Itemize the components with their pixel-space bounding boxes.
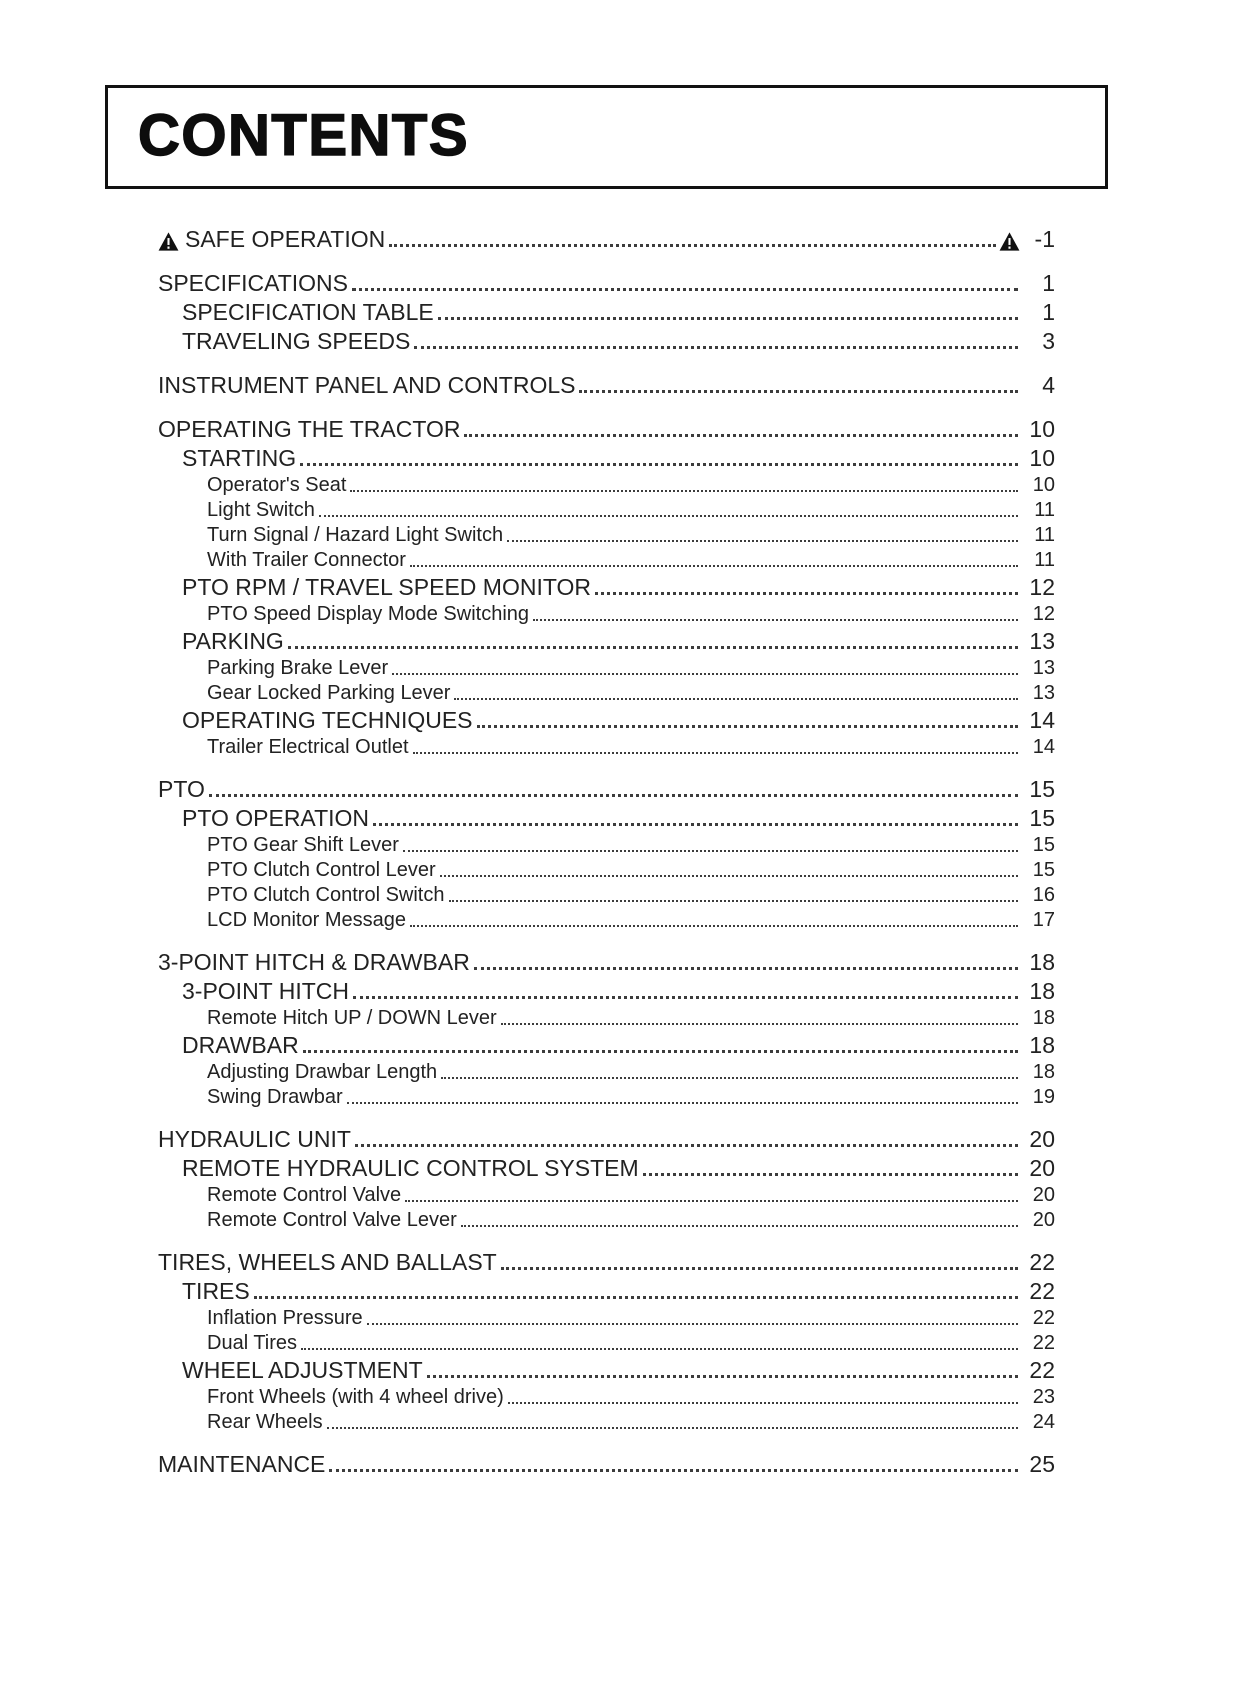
toc-entry-page: 10 <box>1029 444 1055 471</box>
toc-entry-pagecell <box>1021 523 1055 548</box>
dot-leader <box>392 673 1018 675</box>
toc-entry-pagecell <box>1021 1154 1055 1183</box>
toc-entry-page: 12 <box>1032 602 1055 625</box>
toc-entry <box>158 1125 1055 1154</box>
toc-entry-page: 1 <box>1042 298 1055 325</box>
toc-entry-page: 23 <box>1032 1385 1055 1408</box>
toc-entry-label: PARKING <box>182 627 284 654</box>
toc-entry <box>158 1154 1055 1183</box>
toc-entry-label: With Trailer Connector <box>207 548 406 571</box>
toc-entry-page: 15 <box>1032 858 1055 881</box>
toc-entry-page: 20 <box>1032 1183 1055 1206</box>
toc-entry-label: REMOTE HYDRAULIC CONTROL SYSTEM <box>182 1154 639 1181</box>
toc-entry-pagecell <box>1021 706 1055 735</box>
dot-leader <box>414 346 1018 349</box>
toc-entry-label: TIRES, WHEELS AND BALLAST <box>158 1248 497 1275</box>
toc-entry-page: 22 <box>1032 1331 1055 1354</box>
toc-entry-pagecell <box>999 225 1055 254</box>
toc-entry-pagecell <box>1021 1031 1055 1060</box>
toc-entry <box>158 1385 1055 1410</box>
dot-leader <box>405 1200 1018 1202</box>
toc-entry <box>158 775 1055 804</box>
dot-leader <box>389 244 996 247</box>
toc-entry <box>158 1006 1055 1031</box>
toc-entry <box>158 656 1055 681</box>
toc-entry-pagecell <box>1021 415 1055 444</box>
toc-entry-pagecell <box>1021 948 1055 977</box>
toc-entry-pagecell <box>1021 627 1055 656</box>
dot-leader <box>367 1323 1018 1325</box>
dot-leader <box>501 1267 1018 1270</box>
toc-entry-label: PTO Speed Display Mode Switching <box>207 602 530 625</box>
toc-entry-pagecell <box>1021 1183 1055 1208</box>
toc-entry <box>158 948 1055 977</box>
dot-leader <box>410 565 1018 567</box>
toc-entry-page: 10 <box>1029 415 1055 442</box>
dot-leader <box>579 390 1018 393</box>
dot-leader <box>209 794 1018 797</box>
toc-entry-pagecell <box>1021 1385 1055 1410</box>
toc-entry-label: PTO Gear Shift Lever <box>207 833 399 856</box>
toc-entry <box>158 1356 1055 1385</box>
toc-entry-page: 11 <box>1034 548 1055 571</box>
toc-entry-page: 1 <box>1042 269 1055 296</box>
toc-entry-pagecell <box>1021 833 1055 858</box>
dot-leader <box>464 434 1018 437</box>
dot-leader <box>288 646 1018 649</box>
toc-entry <box>158 548 1055 573</box>
toc-entry-page: 10 <box>1032 473 1055 496</box>
toc-entry-pagecell <box>1021 1306 1055 1331</box>
contents-title-box <box>105 85 1108 189</box>
toc-entry-page: 22 <box>1029 1356 1055 1383</box>
dot-leader <box>303 1050 1018 1053</box>
toc-entry-page: 13 <box>1032 681 1055 704</box>
toc-entry-pagecell <box>1021 656 1055 681</box>
dot-leader <box>355 1144 1018 1147</box>
toc-entry-pagecell <box>1021 327 1055 356</box>
dot-leader <box>427 1375 1018 1378</box>
toc-entry-page: 22 <box>1029 1248 1055 1275</box>
dot-leader <box>350 490 1018 492</box>
dot-leader <box>501 1023 1018 1025</box>
toc-entry-page: 18 <box>1032 1060 1055 1083</box>
toc-entry-label: PTO RPM / TRAVEL SPEED MONITOR <box>182 573 591 600</box>
toc-entry-label: 3-POINT HITCH & DRAWBAR <box>158 948 470 975</box>
toc-entry <box>158 804 1055 833</box>
toc-entry <box>158 977 1055 1006</box>
dot-leader <box>474 967 1018 970</box>
toc-entry-page: 16 <box>1032 883 1055 906</box>
toc-entry-label: Front Wheels (with 4 wheel drive) <box>207 1385 504 1408</box>
toc-entry-label: INSTRUMENT PANEL AND CONTROLS <box>158 371 576 398</box>
dot-leader <box>533 619 1018 621</box>
toc-entry <box>158 298 1055 327</box>
toc-entry-label: Parking Brake Lever <box>207 656 389 679</box>
toc-entry-pagecell <box>1021 775 1055 804</box>
toc-entry-page: 19 <box>1032 1085 1055 1108</box>
toc-entry-page: 20 <box>1029 1125 1055 1152</box>
toc-entry-page: 18 <box>1032 1006 1055 1029</box>
toc-entry <box>158 706 1055 735</box>
toc-entry-pagecell <box>1021 977 1055 1006</box>
dot-leader <box>643 1173 1018 1176</box>
toc-entry-label: Light Switch <box>207 498 315 521</box>
page-title: CONTENTS <box>138 103 469 168</box>
toc-entry-page: 11 <box>1034 498 1055 521</box>
toc-entry <box>158 573 1055 602</box>
toc-entry <box>158 1183 1055 1208</box>
toc-entry <box>158 883 1055 908</box>
toc-entry-page: 24 <box>1032 1410 1055 1433</box>
toc-entry-page: 13 <box>1032 656 1055 679</box>
toc-entry-pagecell <box>1021 804 1055 833</box>
toc-entry <box>158 1208 1055 1233</box>
toc-entry-label: Turn Signal / Hazard Light Switch <box>207 523 504 546</box>
toc-entry-pagecell <box>1021 473 1055 498</box>
toc-entry-pagecell <box>1021 573 1055 602</box>
toc-entry-page: 15 <box>1029 775 1055 802</box>
toc-entry-label: MAINTENANCE <box>158 1450 326 1477</box>
toc-entry-page: 13 <box>1029 627 1055 654</box>
dot-leader <box>508 1402 1018 1404</box>
toc-entry-page: 17 <box>1032 908 1055 931</box>
toc-entry-label: TRAVELING SPEEDS <box>182 327 411 354</box>
toc-entry-page: 20 <box>1032 1208 1055 1231</box>
toc-entry-page: 25 <box>1029 1450 1055 1477</box>
toc-entry-label: PTO Clutch Control Lever <box>207 858 436 881</box>
dot-leader <box>595 592 1018 595</box>
toc-entry-pagecell <box>1021 498 1055 523</box>
toc-entry-label: OPERATING THE TRACTOR <box>158 415 461 442</box>
toc-entry-pagecell <box>1021 444 1055 473</box>
toc-entry-pagecell <box>1021 735 1055 760</box>
toc-entry-page: 18 <box>1029 1031 1055 1058</box>
toc-entry-pagecell <box>1021 1331 1055 1356</box>
toc-entry-label: Remote Control Valve <box>207 1183 402 1206</box>
dot-leader <box>403 850 1018 852</box>
toc-entry <box>158 627 1055 656</box>
dot-leader <box>441 1077 1018 1079</box>
dot-leader <box>300 463 1018 466</box>
toc-entry-page: -1 <box>1034 225 1055 252</box>
toc-entry-page: 22 <box>1032 1306 1055 1329</box>
toc-entry-label: DRAWBAR <box>182 1031 299 1058</box>
toc-entry-label: Rear Wheels <box>207 1410 323 1433</box>
toc-entry-page: 3 <box>1042 327 1055 354</box>
dot-leader <box>477 725 1018 728</box>
toc-entry-page: 15 <box>1032 833 1055 856</box>
toc-entry <box>158 833 1055 858</box>
toc-entry <box>158 1060 1055 1085</box>
toc-entry-page: 22 <box>1029 1277 1055 1304</box>
toc-entry <box>158 1410 1055 1435</box>
toc-entry-label: Operator's Seat <box>207 473 347 496</box>
toc-entry-pagecell <box>1021 1277 1055 1306</box>
toc-entry <box>158 444 1055 473</box>
toc-entry <box>158 1248 1055 1277</box>
toc-entry <box>158 1031 1055 1060</box>
toc-entry-pagecell <box>1021 908 1055 933</box>
toc-entry-label: 3-POINT HITCH <box>182 977 349 1004</box>
toc-entry-label: TIRES <box>182 1277 250 1304</box>
toc-entry <box>158 327 1055 356</box>
dot-leader <box>373 823 1018 826</box>
toc-entry-pagecell <box>1021 1410 1055 1435</box>
toc-entry <box>158 269 1055 298</box>
toc-entry-label: Remote Hitch UP / DOWN Lever <box>207 1006 497 1029</box>
toc-list <box>158 225 1055 1479</box>
toc-entry-pagecell <box>1021 1450 1055 1479</box>
dot-leader <box>327 1427 1018 1429</box>
dot-leader <box>413 752 1018 754</box>
toc-entry-page: 20 <box>1029 1154 1055 1181</box>
toc-entry-pagecell <box>1021 1006 1055 1031</box>
toc-entry <box>158 473 1055 498</box>
toc-entry <box>158 735 1055 760</box>
toc-entry-pagecell <box>1021 1208 1055 1233</box>
toc-entry-pagecell <box>1021 1356 1055 1385</box>
toc-entry-pagecell <box>1021 1125 1055 1154</box>
dot-leader <box>454 698 1018 700</box>
toc-entry <box>158 1277 1055 1306</box>
toc-entry <box>158 858 1055 883</box>
toc-entry-pagecell <box>1021 602 1055 627</box>
toc-entry-page: 11 <box>1034 523 1055 546</box>
toc-entry-label: SPECIFICATIONS <box>158 269 348 296</box>
dot-leader <box>410 925 1018 927</box>
toc-entry <box>158 1331 1055 1356</box>
toc-entry-pagecell <box>1021 371 1055 400</box>
toc-entry <box>158 681 1055 706</box>
dot-leader <box>440 875 1018 877</box>
toc-entry-label: Trailer Electrical Outlet <box>207 735 409 758</box>
toc-entry <box>158 498 1055 523</box>
toc-entry <box>158 1450 1055 1479</box>
toc-entry-pagecell <box>1021 1060 1055 1085</box>
toc-entry-label: STARTING <box>182 444 297 471</box>
toc-entry-pagecell <box>1021 298 1055 327</box>
toc-entry <box>158 415 1055 444</box>
toc-entry-pagecell <box>1021 1085 1055 1110</box>
toc-entry <box>158 371 1055 400</box>
toc-entry-label: WHEEL ADJUSTMENT <box>182 1356 423 1383</box>
toc-entry <box>158 1306 1055 1331</box>
toc-entry-label: Dual Tires <box>207 1331 298 1354</box>
dot-leader <box>254 1296 1018 1299</box>
warning-triangle-icon <box>999 232 1020 251</box>
toc-entry-label: Adjusting Drawbar Length <box>207 1060 438 1083</box>
toc-entry <box>158 1085 1055 1110</box>
dot-leader <box>301 1348 1018 1350</box>
dot-leader <box>438 317 1018 320</box>
toc-entry-label: PTO Clutch Control Switch <box>207 883 445 906</box>
toc-entry-label: HYDRAULIC UNIT <box>158 1125 351 1152</box>
toc-entry-page: 18 <box>1029 977 1055 1004</box>
toc-entry-page: 14 <box>1032 735 1055 758</box>
toc-entry-label: Swing Drawbar <box>207 1085 343 1108</box>
toc-entry-label: PTO <box>158 775 205 802</box>
toc-entry-page: 18 <box>1029 948 1055 975</box>
dot-leader <box>329 1469 1018 1472</box>
toc-entry-label: LCD Monitor Message <box>207 908 406 931</box>
toc-entry <box>158 908 1055 933</box>
toc-entry <box>158 225 1055 254</box>
toc-entry-label: PTO OPERATION <box>182 804 370 831</box>
toc-entry-pagecell <box>1021 681 1055 706</box>
toc-entry <box>158 523 1055 548</box>
toc-entry-page: 4 <box>1042 371 1055 398</box>
dot-leader <box>352 288 1018 291</box>
dot-leader <box>319 515 1018 517</box>
dot-leader <box>461 1225 1018 1227</box>
toc-entry-pagecell <box>1021 1248 1055 1277</box>
toc-entry-pagecell <box>1021 548 1055 573</box>
toc-entry-page: 14 <box>1029 706 1055 733</box>
toc-entry-pagecell <box>1021 858 1055 883</box>
dot-leader <box>507 540 1018 542</box>
toc-entry-label: Gear Locked Parking Lever <box>207 681 451 704</box>
toc-entry-page: 15 <box>1029 804 1055 831</box>
toc-entry-label: Remote Control Valve Lever <box>207 1208 457 1231</box>
toc-entry-label: SPECIFICATION TABLE <box>182 298 434 325</box>
warning-triangle-icon <box>158 232 179 251</box>
toc-entry-label: OPERATING TECHNIQUES <box>182 706 473 733</box>
toc-entry-pagecell <box>1021 269 1055 298</box>
toc-entry-pagecell <box>1021 883 1055 908</box>
toc-entry-page: 12 <box>1029 573 1055 600</box>
dot-leader <box>449 900 1019 902</box>
toc-entry-label: SAFE OPERATION <box>185 225 386 252</box>
dot-leader <box>347 1102 1018 1104</box>
toc-entry <box>158 602 1055 627</box>
dot-leader <box>353 996 1018 999</box>
toc-entry-label: Inflation Pressure <box>207 1306 363 1329</box>
